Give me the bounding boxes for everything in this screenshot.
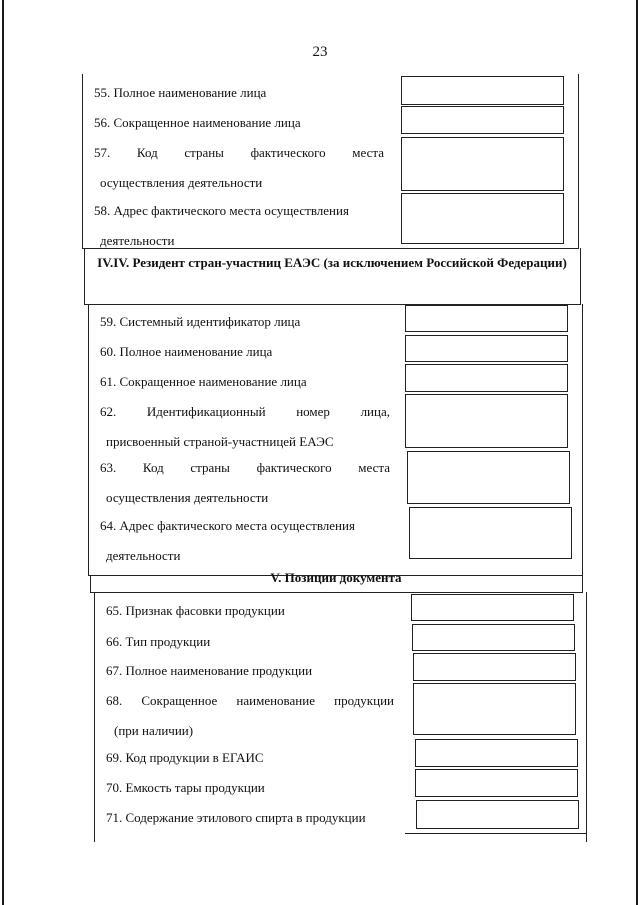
field-value-box[interactable] bbox=[409, 507, 572, 559]
field-label: 64. Адрес фактического места осуществления деятельности bbox=[100, 518, 355, 563]
table-border-left bbox=[94, 592, 95, 842]
table-rule bbox=[405, 833, 587, 834]
field-label: 60. Полное наименование лица bbox=[100, 344, 273, 359]
field-label: 59. Системный идентификатор лица bbox=[100, 314, 301, 329]
field-value-box[interactable] bbox=[401, 193, 564, 244]
field-value-box[interactable] bbox=[416, 800, 579, 829]
field-value-box[interactable] bbox=[413, 683, 576, 735]
field-value-box[interactable] bbox=[405, 335, 568, 362]
scan-border-right bbox=[636, 0, 638, 905]
field-label: 69. Код продукции в ЕГАИС bbox=[106, 750, 264, 765]
field-label: 66. Тип продукции bbox=[106, 634, 211, 649]
table-border-right bbox=[582, 575, 583, 593]
field-label: 61. Сокращенное наименование лица bbox=[100, 374, 307, 389]
table-rule bbox=[90, 592, 583, 593]
table-border-right bbox=[580, 248, 581, 304]
field-value-box[interactable] bbox=[412, 624, 575, 651]
table-border-left bbox=[82, 74, 83, 249]
field-label: 62. Идентификационный номер лица, присвоенный страной-участницей ЕАЭС bbox=[100, 404, 390, 449]
section-heading-iv: IV.IV. Резидент стран-участниц ЕАЭС (за исключением Российской Федерации) bbox=[97, 255, 567, 270]
field-value-box[interactable] bbox=[405, 305, 568, 332]
field-value-box[interactable] bbox=[405, 394, 568, 448]
field-value-box[interactable] bbox=[407, 451, 570, 504]
field-value-box[interactable] bbox=[411, 594, 574, 621]
field-value-box[interactable] bbox=[415, 769, 578, 797]
table-border-left bbox=[88, 304, 89, 576]
table-border-right bbox=[586, 592, 587, 842]
table-border-right bbox=[582, 304, 583, 576]
field-label: 68. Сокращенное наименование продукции (при наличии) bbox=[106, 693, 394, 738]
scan-border-left bbox=[2, 0, 4, 905]
field-label: 71. Содержание этилового спирта в продукции bbox=[106, 810, 366, 825]
field-value-box[interactable] bbox=[415, 739, 578, 767]
field-value-box[interactable] bbox=[401, 106, 564, 134]
field-value-box[interactable] bbox=[401, 76, 564, 105]
field-value-box[interactable] bbox=[413, 653, 576, 681]
section-heading-v: V. Позиции документа bbox=[270, 570, 402, 585]
field-label: 65. Признак фасовки продукции bbox=[106, 603, 285, 618]
field-label: 58. Адрес фактического места осуществления деятельности bbox=[94, 203, 349, 248]
field-label: 70. Емкость тары продукции bbox=[106, 780, 265, 795]
field-label: 55. Полное наименование лица bbox=[94, 85, 267, 100]
table-border-right bbox=[578, 74, 579, 249]
field-label: 63. Код страны фактического места осуществления деятельности bbox=[100, 460, 390, 505]
field-label: 57. Код страны фактического места осуществления деятельности bbox=[94, 145, 384, 190]
field-label: 67. Полное наименование продукции bbox=[106, 663, 313, 678]
field-value-box[interactable] bbox=[401, 137, 564, 191]
field-label: 56. Сокращенное наименование лица bbox=[94, 115, 301, 130]
field-value-box[interactable] bbox=[405, 364, 568, 392]
page-number: 23 bbox=[312, 44, 328, 60]
